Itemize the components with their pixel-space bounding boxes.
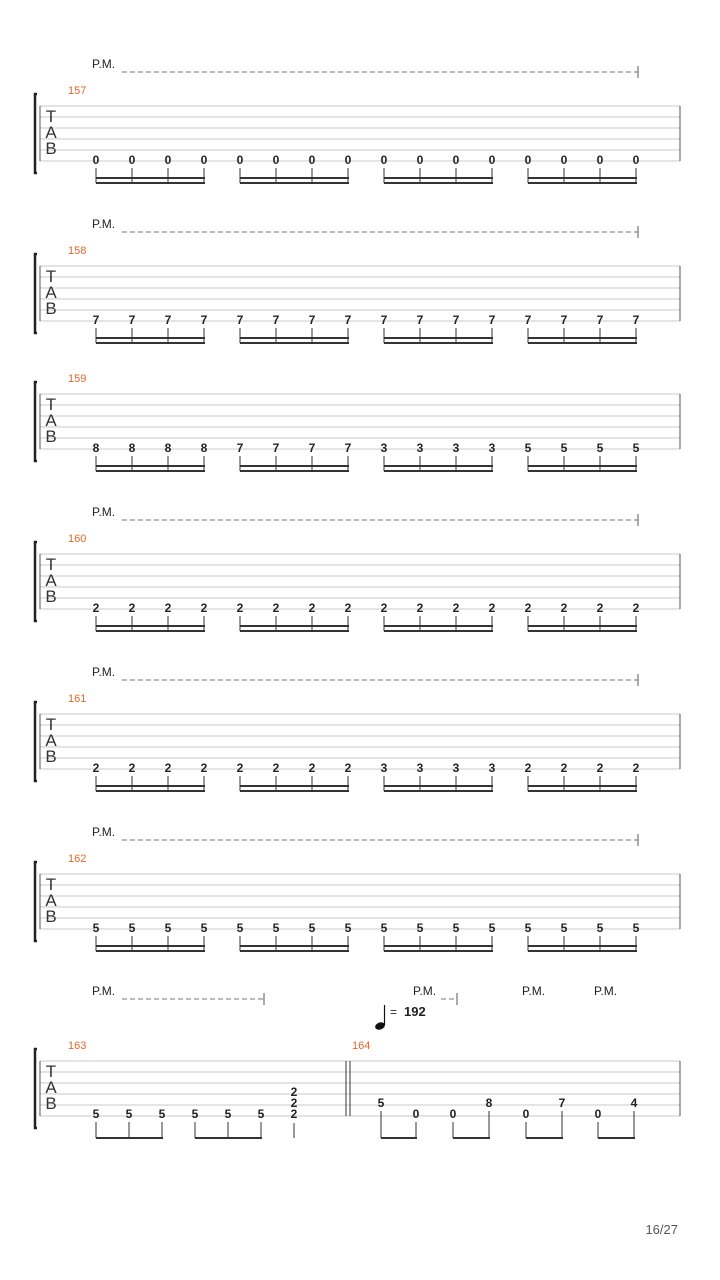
fret-number: 2 — [560, 601, 568, 615]
fret-number: 0 — [236, 153, 244, 167]
fret-number: 5 — [560, 921, 568, 935]
fret-number: 7 — [164, 313, 172, 327]
fret-number: 3 — [452, 441, 460, 455]
palm-mute-label: P.M. — [413, 984, 437, 998]
fret-number: 5 — [488, 921, 496, 935]
fret-number: 0 — [488, 153, 496, 167]
palm-mute-label: P.M. — [92, 665, 116, 679]
fret-number: 7 — [272, 313, 280, 327]
fret-number: 2 — [344, 761, 352, 775]
fret-number: 2 — [272, 601, 280, 615]
measure-number: 162 — [68, 853, 87, 865]
fret-number: 7 — [272, 441, 280, 455]
fret-number: 2 — [236, 761, 244, 775]
tab-clef-letter: B — [45, 907, 57, 926]
fret-number: 2 — [200, 761, 208, 775]
tab-clef-letter: B — [45, 299, 57, 318]
fret-number: 2 — [128, 601, 136, 615]
page-number: 16/27 — [645, 1222, 678, 1237]
system-160-bracket — [35, 542, 37, 621]
palm-mute-label: P.M. — [92, 984, 116, 998]
fret-number: 0 — [344, 153, 352, 167]
fret-number: 3 — [452, 761, 460, 775]
system-162-bracket — [35, 862, 37, 941]
tab-clef-letter: T — [45, 1062, 57, 1081]
fret-number: 7 — [558, 1096, 566, 1110]
fret-number: 7 — [524, 313, 532, 327]
system-161-bracket — [35, 702, 37, 781]
fret-number: 2 — [164, 761, 172, 775]
tab-clef-letter: T — [45, 395, 57, 414]
fret-number: 2 — [488, 601, 496, 615]
system-157-bracket — [35, 94, 37, 173]
fret-number: 0 — [272, 153, 280, 167]
fret-number: 7 — [236, 441, 244, 455]
fret-number: 5 — [524, 441, 532, 455]
fret-number: 2 — [344, 601, 352, 615]
fret-number: 7 — [452, 313, 460, 327]
fret-number: 2 — [236, 601, 244, 615]
fret-number: 7 — [344, 441, 352, 455]
fret-number: 5 — [158, 1107, 166, 1121]
fret-number: 0 — [522, 1107, 530, 1121]
fret-number: 8 — [92, 441, 100, 455]
tab-clef-letter: A — [45, 411, 57, 430]
fret-number: 3 — [380, 441, 388, 455]
fret-number: 0 — [92, 153, 100, 167]
chord-fret-number: 2 — [290, 1085, 298, 1099]
fret-number: 5 — [560, 441, 568, 455]
tab-clef-letter: A — [45, 891, 57, 910]
fret-number: 2 — [524, 601, 532, 615]
measure-number: 160 — [68, 533, 87, 545]
chord-fret-number: 2 — [290, 1096, 298, 1110]
tab-clef-letter: B — [45, 1094, 57, 1113]
fret-number: 5 — [92, 1107, 100, 1121]
system-158-bracket — [35, 254, 37, 333]
palm-mute-label: P.M. — [92, 217, 116, 231]
fret-number: 2 — [632, 761, 640, 775]
fret-number: 2 — [416, 601, 424, 615]
fret-number: 5 — [164, 921, 172, 935]
fret-number: 2 — [200, 601, 208, 615]
fret-number: 0 — [164, 153, 172, 167]
fret-number: 0 — [452, 153, 460, 167]
fret-number: 5 — [344, 921, 352, 935]
fret-number: 5 — [632, 921, 640, 935]
measure-number: 163 — [68, 1040, 87, 1052]
fret-number: 2 — [632, 601, 640, 615]
fret-number: 0 — [632, 153, 640, 167]
fret-number: 0 — [412, 1107, 420, 1121]
fret-number: 5 — [308, 921, 316, 935]
fret-number: 7 — [236, 313, 244, 327]
fret-number: 2 — [560, 761, 568, 775]
tempo-equals: = — [390, 1005, 398, 1019]
fret-number: 5 — [191, 1107, 199, 1121]
fret-number: 3 — [416, 761, 424, 775]
fret-number: 5 — [596, 921, 604, 935]
measure-number: 164 — [352, 1040, 371, 1052]
fret-number: 5 — [92, 921, 100, 935]
fret-number: 0 — [524, 153, 532, 167]
fret-number: 2 — [164, 601, 172, 615]
fret-number: 5 — [377, 1096, 385, 1110]
fret-number: 2 — [596, 761, 604, 775]
fret-number: 5 — [632, 441, 640, 455]
measure-number: 157 — [68, 85, 87, 97]
fret-number: 0 — [449, 1107, 457, 1121]
fret-number: 2 — [524, 761, 532, 775]
fret-number: 3 — [416, 441, 424, 455]
measure-number: 158 — [68, 245, 87, 257]
tab-clef-letter: B — [45, 427, 57, 446]
fret-number: 0 — [560, 153, 568, 167]
fret-number: 5 — [128, 921, 136, 935]
fret-number: 5 — [200, 921, 208, 935]
fret-number: 0 — [416, 153, 424, 167]
measure-number: 159 — [68, 373, 87, 385]
fret-number: 2 — [128, 761, 136, 775]
fret-number: 7 — [308, 441, 316, 455]
tab-clef-letter: B — [45, 587, 57, 606]
fret-number: 5 — [452, 921, 460, 935]
fret-number: 8 — [200, 441, 208, 455]
system-159-bracket — [35, 382, 37, 461]
tab-clef-letter: A — [45, 283, 57, 302]
system-final-bracket — [35, 1049, 37, 1128]
fret-number: 7 — [380, 313, 388, 327]
fret-number: 5 — [416, 921, 424, 935]
fret-number: 7 — [308, 313, 316, 327]
measure-number: 161 — [68, 693, 87, 705]
fret-number: 0 — [308, 153, 316, 167]
palm-mute-label: P.M. — [522, 984, 546, 998]
tab-clef-letter: T — [45, 107, 57, 126]
tab-clef-letter: T — [45, 267, 57, 286]
fret-number: 0 — [128, 153, 136, 167]
fret-number: 5 — [236, 921, 244, 935]
fret-number: 7 — [596, 313, 604, 327]
fret-number: 2 — [308, 601, 316, 615]
tab-clef-letter: T — [45, 715, 57, 734]
fret-number: 2 — [92, 601, 100, 615]
fret-number: 3 — [488, 761, 496, 775]
tab-clef-letter: B — [45, 747, 57, 766]
fret-number: 8 — [128, 441, 136, 455]
fret-number: 7 — [560, 313, 568, 327]
fret-number: 5 — [596, 441, 604, 455]
palm-mute-label: P.M. — [594, 984, 618, 998]
fret-number: 7 — [416, 313, 424, 327]
fret-number: 7 — [92, 313, 100, 327]
fret-number: 2 — [380, 601, 388, 615]
fret-number: 0 — [200, 153, 208, 167]
fret-number: 7 — [200, 313, 208, 327]
fret-number: 7 — [128, 313, 136, 327]
fret-number: 8 — [485, 1096, 493, 1110]
tab-clef-letter: A — [45, 1078, 57, 1097]
palm-mute-label: P.M. — [92, 825, 116, 839]
fret-number: 5 — [224, 1107, 232, 1121]
fret-number: 2 — [92, 761, 100, 775]
fret-number: 0 — [596, 153, 604, 167]
fret-number: 2 — [596, 601, 604, 615]
fret-number: 0 — [594, 1107, 602, 1121]
fret-number: 5 — [524, 921, 532, 935]
tempo-value: 192 — [404, 1004, 426, 1019]
fret-number: 0 — [380, 153, 388, 167]
fret-number: 4 — [630, 1096, 638, 1110]
fret-number: 2 — [272, 761, 280, 775]
tab-clef-letter: A — [45, 571, 57, 590]
fret-number: 5 — [257, 1107, 265, 1121]
tab-clef-letter: T — [45, 555, 57, 574]
palm-mute-label: P.M. — [92, 57, 116, 71]
tab-clef-letter: A — [45, 123, 57, 142]
tab-clef-letter: A — [45, 731, 57, 750]
fret-number: 8 — [164, 441, 172, 455]
fret-number: 3 — [488, 441, 496, 455]
fret-number: 7 — [488, 313, 496, 327]
fret-number: 2 — [308, 761, 316, 775]
palm-mute-label: P.M. — [92, 505, 116, 519]
fret-number: 3 — [380, 761, 388, 775]
chord-fret-number: 2 — [290, 1107, 298, 1121]
tab-clef-letter: T — [45, 875, 57, 894]
fret-number: 5 — [125, 1107, 133, 1121]
fret-number: 5 — [380, 921, 388, 935]
fret-number: 5 — [272, 921, 280, 935]
tab-clef-letter: B — [45, 139, 57, 158]
fret-number: 2 — [452, 601, 460, 615]
fret-number: 7 — [344, 313, 352, 327]
fret-number: 7 — [632, 313, 640, 327]
